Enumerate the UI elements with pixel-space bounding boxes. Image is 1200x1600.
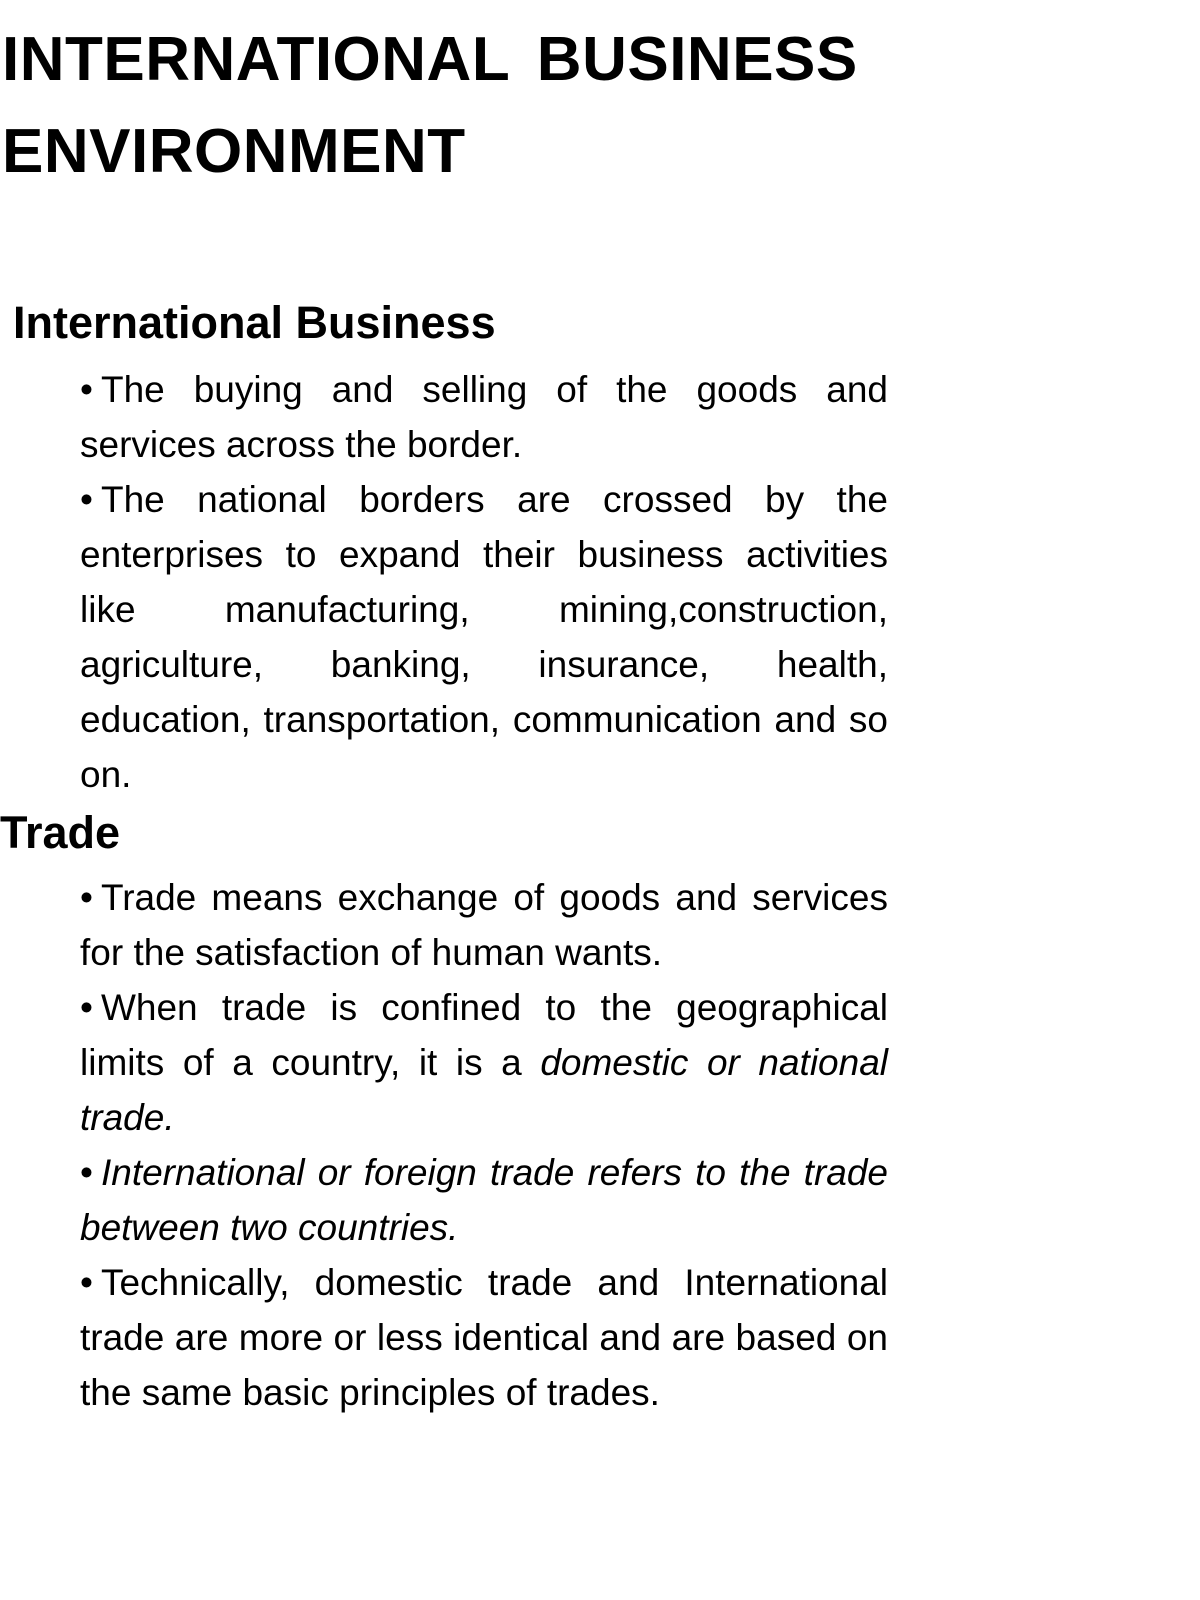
trade-bullet-list xyxy=(80,870,888,1420)
bullet-icon: • xyxy=(80,877,93,918)
bullet-icon: • xyxy=(80,1262,93,1303)
document-title: INTERNATIONAL BUSINESS ENVIRONMENT xyxy=(2,25,858,186)
bullet-text: When trade is confined to the geographical limits of a country, it is a xyxy=(80,987,888,1083)
bullet-text: The national borders are crossed by the enterprises to expand their business activities like manufacturing, mining,construction, agriculture, banking, insurance, health, education, transportation, communication and so on. xyxy=(80,479,888,795)
bullet-italic-text: domestic or national trade. xyxy=(80,1042,889,1138)
bullet-item xyxy=(80,1145,888,1255)
bullet-icon: • xyxy=(80,479,93,520)
bullet-item xyxy=(80,1255,888,1420)
bullet-text: The buying and selling of the goods and services across the border. xyxy=(80,369,888,465)
bullet-italic-text: International or foreign trade refers to the trade between two countries. xyxy=(80,1152,888,1248)
international-business-bullet-list xyxy=(80,362,888,802)
section-heading-trade: Trade xyxy=(0,807,121,858)
bullet-text: Trade means exchange of goods and services for the satisfaction of human wants. xyxy=(80,877,888,973)
bullet-icon: • xyxy=(80,1152,93,1193)
bullet-text: Technically, domestic trade and International trade are more or less identical and are based on the same basic principles of trades. xyxy=(80,1262,888,1413)
bullet-item xyxy=(80,870,888,980)
bullet-item xyxy=(80,472,888,802)
bullet-icon: • xyxy=(80,987,93,1028)
bullet-item xyxy=(80,980,888,1145)
section-heading-international-business: International Business xyxy=(13,297,496,348)
bullet-icon: • xyxy=(80,369,93,410)
bullet-item xyxy=(80,362,888,472)
